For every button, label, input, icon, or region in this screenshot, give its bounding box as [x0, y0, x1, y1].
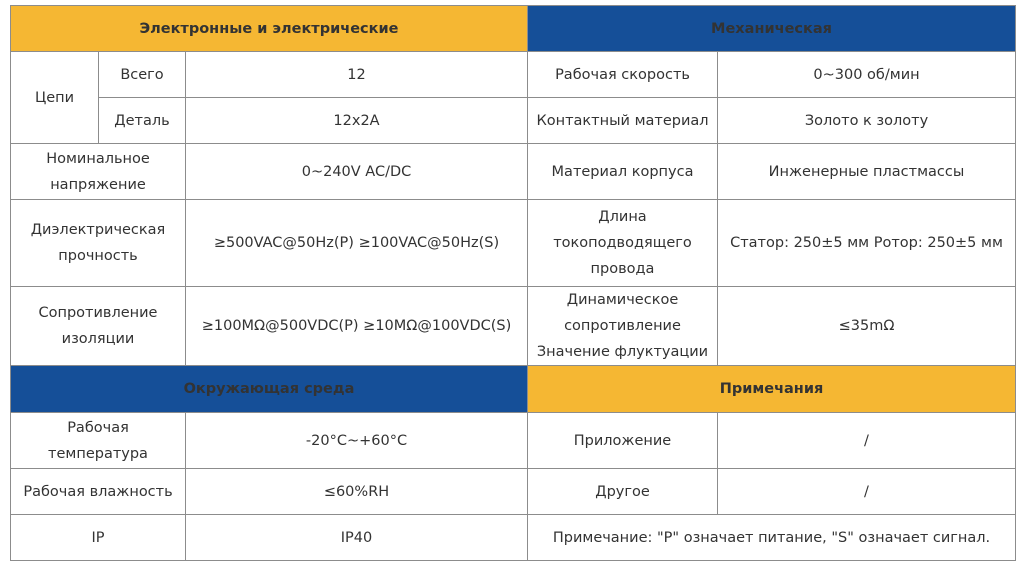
- humidity-value: ≤60%RH: [186, 469, 528, 515]
- environment-header: Окружающая среда: [11, 366, 528, 413]
- dynamic-label: Динамическое сопротивление Значение флуктуации: [528, 287, 718, 366]
- application-value: /: [718, 413, 1016, 469]
- header-row-bottom: [11, 366, 1016, 413]
- ip-value: IP40: [186, 515, 528, 561]
- total-label: Всего: [99, 52, 186, 98]
- humidity-label: Рабочая влажность: [11, 469, 186, 515]
- table-row: [11, 98, 1016, 144]
- table-row: [11, 144, 1016, 200]
- circuits-label: Цепи: [11, 52, 99, 144]
- detail-label: Деталь: [99, 98, 186, 144]
- application-label: Приложение: [528, 413, 718, 469]
- insulation-value: ≥100MΩ@500VDC(P) ≥10MΩ@100VDC(S): [186, 287, 528, 366]
- table-row: [11, 413, 1016, 469]
- contact-label: Контактный материал: [528, 98, 718, 144]
- lead-label: Длина токоподводящего провода: [528, 200, 718, 287]
- electrical-header: Электронные и электрические: [11, 6, 528, 52]
- ip-label: IP: [11, 515, 186, 561]
- table-row: [11, 287, 1016, 366]
- voltage-value: 0~240V AC/DC: [186, 144, 528, 200]
- voltage-label: Номинальное напряжение: [11, 144, 186, 200]
- housing-label: Материал корпуса: [528, 144, 718, 200]
- remark: Примечание: "P" означает питание, "S" означает сигнал.: [528, 515, 1016, 561]
- detail-value: 12x2A: [186, 98, 528, 144]
- notes-header: Примечания: [528, 366, 1016, 413]
- other-value: /: [718, 469, 1016, 515]
- insulation-label: Сопротивление изоляции: [11, 287, 186, 366]
- lead-value: Статор: 250±5 мм Ротор: 250±5 мм: [718, 200, 1016, 287]
- dielectric-value: ≥500VAC@50Hz(P) ≥100VAC@50Hz(S): [186, 200, 528, 287]
- header-row-top: [11, 6, 1016, 52]
- speed-value: 0~300 об/мин: [718, 52, 1016, 98]
- dielectric-label: Диэлектрическая прочность: [11, 200, 186, 287]
- contact-value: Золото к золоту: [718, 98, 1016, 144]
- dynamic-value: ≤35mΩ: [718, 287, 1016, 366]
- speed-label: Рабочая скорость: [528, 52, 718, 98]
- other-label: Другое: [528, 469, 718, 515]
- temp-value: -20°C~+60°C: [186, 413, 528, 469]
- mechanical-header: Механическая: [528, 6, 1016, 52]
- table-row: [11, 469, 1016, 515]
- housing-value: Инженерные пластмассы: [718, 144, 1016, 200]
- table-row: [11, 52, 1016, 98]
- table-row: [11, 515, 1016, 561]
- temp-label: Рабочая температура: [11, 413, 186, 469]
- table-row: [11, 200, 1016, 287]
- spec-table: [10, 5, 1016, 561]
- total-value: 12: [186, 52, 528, 98]
